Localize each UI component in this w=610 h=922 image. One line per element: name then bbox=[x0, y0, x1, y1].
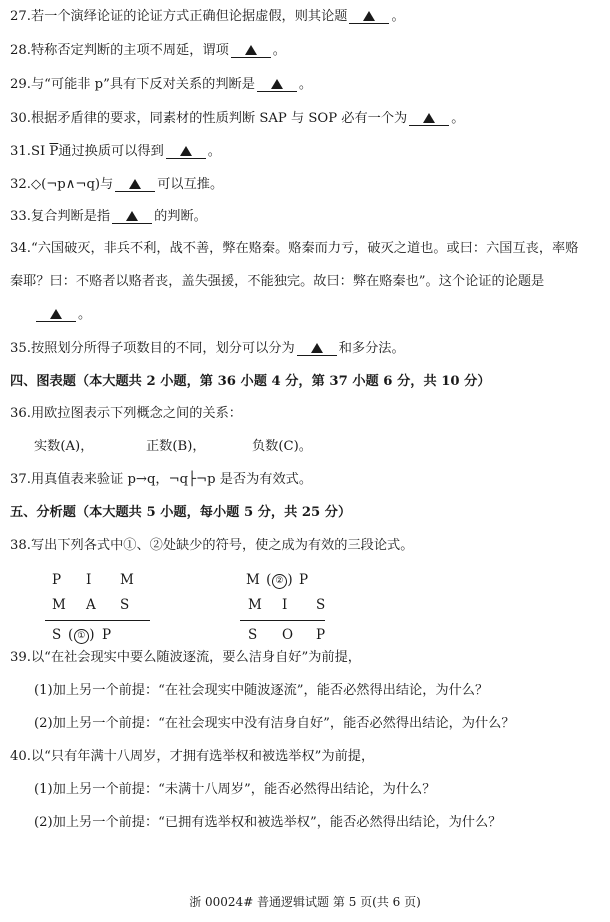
question-33: 33.复合判断是指 的判断。 bbox=[10, 209, 207, 224]
syllogism-right-premise-1: M ( ② ) P bbox=[246, 572, 310, 588]
question-28: 28.特称否定判断的主项不周延，谓项 。 bbox=[10, 43, 286, 58]
syllogism-left-conclusion: S ( ① ) P bbox=[52, 627, 113, 643]
answer-blank bbox=[349, 8, 389, 24]
triangle-icon bbox=[50, 309, 62, 319]
answer-blank bbox=[231, 42, 271, 58]
syllogism-left-line bbox=[45, 620, 150, 621]
question-39-part-1: (1)加上另一个前提：“在社会现实中随波逐流”，能否必然得出结论，为什么？ bbox=[34, 683, 489, 698]
answer-blank bbox=[409, 110, 449, 126]
question-34-line-3: 。 bbox=[34, 306, 602, 324]
blank-1-mark: ① bbox=[74, 629, 89, 644]
triangle-icon bbox=[245, 45, 257, 55]
question-34-line-2: 秦耶？曰：不赂者以赂者丧，盖失强援，不能独完。故曰：弊在赂秦也”。这个论证的论题是 bbox=[10, 274, 545, 289]
answer-blank bbox=[112, 208, 152, 224]
blank-2-mark: ② bbox=[272, 574, 287, 589]
triangle-icon bbox=[129, 179, 141, 189]
page-footer: 浙 00024# 普通逻辑试题 第 5 页(共 6 页) bbox=[189, 895, 421, 909]
syllogism-right-conclusion: S O P bbox=[248, 627, 327, 643]
question-32: 32.◇(¬p∧¬q)与 可以互推。 bbox=[10, 177, 224, 192]
question-39: 39.以“在社会现实中要么随波逐流，要么洁身自好”为前提， bbox=[10, 650, 361, 665]
p-bar-symbol: $\overline{P}$ bbox=[49, 144, 59, 159]
question-36: 36.用欧拉图表示下列概念之间的关系： bbox=[10, 406, 242, 421]
answer-blank bbox=[297, 340, 337, 356]
question-38: 38.写出下列各式中①、②处缺少的符号，使之成为有效的三段论式。 bbox=[10, 538, 414, 553]
question-35: 35.按照划分所得子项数目的不同，划分可以分为 和多分法。 bbox=[10, 341, 405, 356]
triangle-icon bbox=[363, 11, 375, 21]
question-27: 27.若一个演绎论证的论证方式正确但论据虚假，则其论题 。 bbox=[10, 9, 405, 24]
concept-a: 实数(A)， bbox=[34, 439, 94, 454]
triangle-icon bbox=[423, 113, 435, 123]
question-40-part-2: (2)加上另一个前提：“已拥有选举权和被选举权”，能否必然得出结论，为什么？ bbox=[34, 815, 502, 830]
answer-blank bbox=[166, 143, 206, 159]
question-30: 30.根据矛盾律的要求，同素材的性质判断 SAP 与 SOP 必有一个为 。 bbox=[10, 111, 465, 126]
triangle-icon bbox=[311, 343, 323, 353]
syllogism-left-premise-2: M A S bbox=[52, 597, 131, 613]
question-34-line-1: 34.“六国破灭，非兵不利，战不善，弊在赂秦。赂秦而力亏，破灭之道也。或曰：六国互丧，率赂 bbox=[10, 241, 579, 256]
question-36-concepts bbox=[34, 438, 602, 456]
question-39-part-2: (2)加上另一个前提：“在社会现实中没有洁身自好”，能否必然得出结论，为什么？ bbox=[34, 716, 515, 731]
question-40: 40.以“只有年满十八周岁，才拥有选举权和被选举权”为前提， bbox=[10, 749, 375, 764]
question-29: 29.与“可能非 p”具有下反对关系的判断是 。 bbox=[10, 77, 313, 92]
syllogism-right-premise-2: M I S bbox=[248, 597, 327, 613]
concept-b: 正数(B)， bbox=[146, 439, 206, 454]
question-37: 37.用真值表来验证 p→q，¬q├¬p 是否为有效式。 bbox=[10, 472, 313, 487]
triangle-icon bbox=[271, 79, 283, 89]
triangle-icon bbox=[180, 146, 192, 156]
question-40-part-1: (1)加上另一个前提：“未满十八周岁”，能否必然得出结论，为什么？ bbox=[34, 782, 436, 797]
answer-blank bbox=[115, 176, 155, 192]
concept-c: 负数(C)。 bbox=[252, 439, 312, 454]
syllogism-right-line bbox=[240, 620, 325, 621]
question-31: 31.SI $\overline{P}$通过换质可以得到 。 bbox=[10, 144, 221, 159]
triangle-icon bbox=[126, 211, 138, 221]
answer-blank bbox=[36, 306, 76, 322]
answer-blank bbox=[257, 76, 297, 92]
section-5-heading: 五、分析题（本大题共 5 小题，每小题 5 分，共 25 分） bbox=[10, 505, 352, 520]
section-4-heading: 四、图表题（本大题共 2 小题，第 36 小题 4 分，第 37 小题 6 分，共 10 分） bbox=[10, 374, 491, 389]
syllogism-left-premise-1: P I M bbox=[52, 572, 135, 588]
